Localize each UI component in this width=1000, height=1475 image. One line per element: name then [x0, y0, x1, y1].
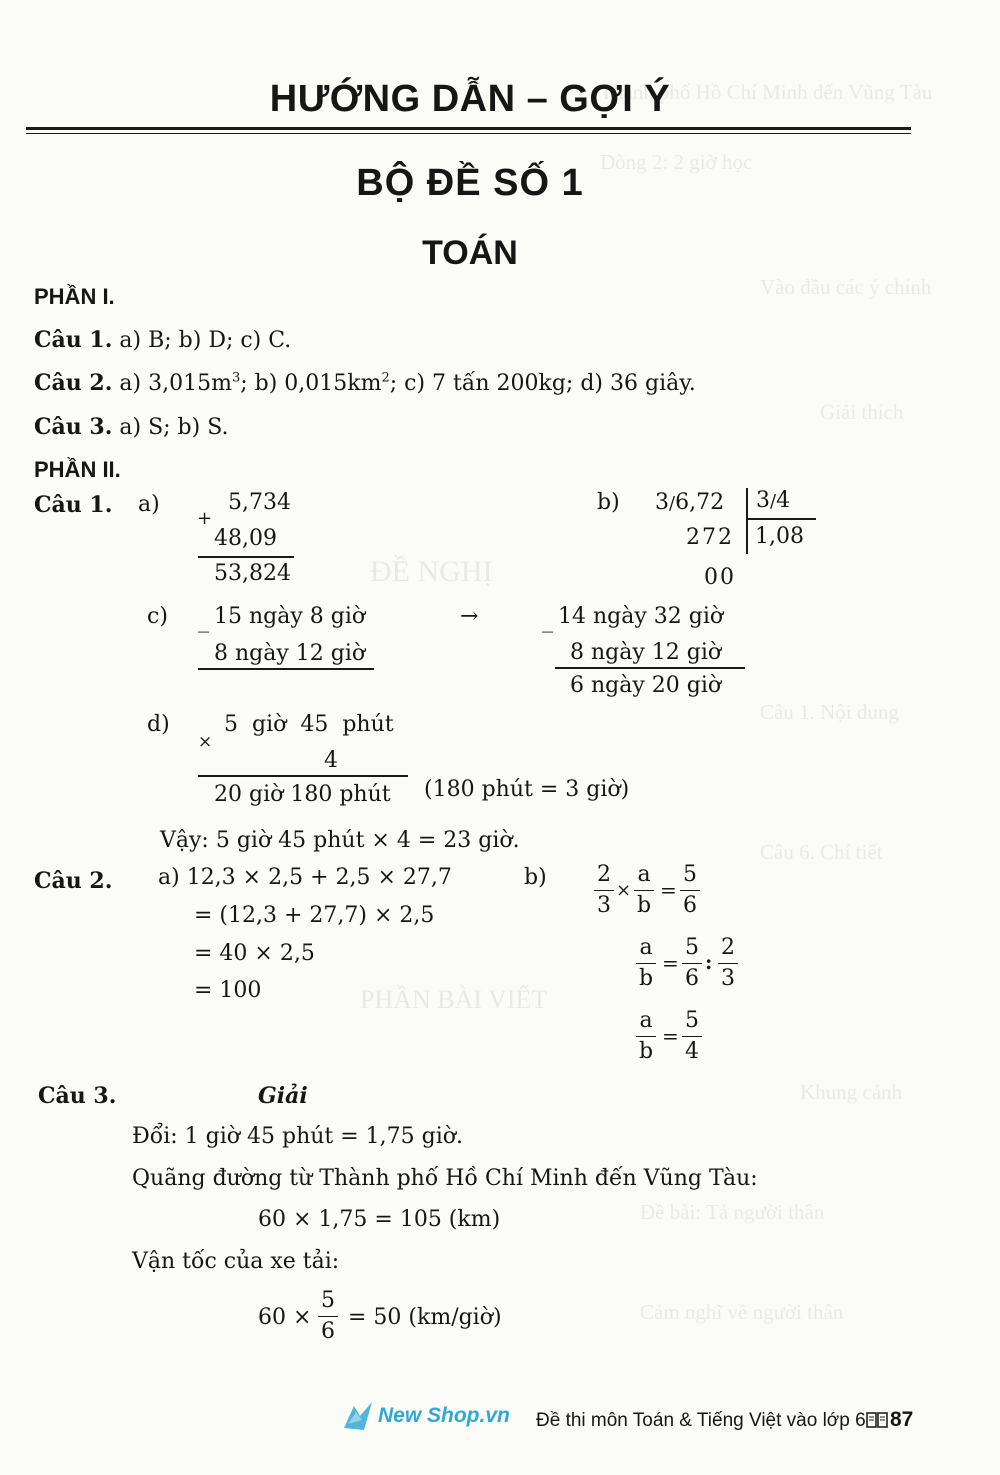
- subtrahend: 8 ngày 12 giờ: [570, 640, 722, 665]
- fraction: [636, 935, 656, 992]
- equals-sign: =: [662, 951, 679, 975]
- show-through-text: PHẦN BÀI VIẾT: [360, 985, 548, 1014]
- exponent: 2: [381, 370, 390, 386]
- fraction: [682, 935, 702, 992]
- subpart-label: c): [147, 604, 168, 629]
- divisor: [756, 488, 790, 513]
- solution-line: = 50 (km/giờ): [348, 1305, 502, 1330]
- fraction-bar: [682, 963, 702, 964]
- dividend-part: 6,72: [675, 490, 725, 515]
- fraction-bar: [594, 890, 614, 891]
- calc-line: = 100: [194, 978, 262, 1003]
- footer-book-title: Đề thi môn Toán & Tiếng Việt vào lớp 6: [536, 1410, 866, 1431]
- exponent: 3: [231, 370, 241, 386]
- fraction-bar: [634, 890, 654, 891]
- fraction-bar: [682, 1036, 702, 1037]
- answer-text: ; b) 0,015km: [240, 371, 382, 396]
- denominator: 6: [683, 893, 697, 918]
- part1-q3: [34, 414, 229, 440]
- decimal-shift-mark: /: [770, 491, 777, 512]
- subpart-label: a): [138, 492, 160, 517]
- decimal-shift-mark: /: [669, 493, 676, 514]
- division-bar-horizontal: [746, 518, 816, 520]
- denominator: 6: [685, 966, 699, 991]
- answer-text: a) B; b) D; c) C.: [119, 328, 292, 353]
- newshop-logo-icon: [342, 1400, 376, 1436]
- product-result: 20 giờ 180 phút: [214, 782, 391, 807]
- sum-line: [198, 556, 294, 558]
- numerator: 2: [597, 862, 611, 887]
- divisor-part: 4: [776, 488, 791, 513]
- question-label: Câu 2.: [34, 370, 113, 396]
- numerator: 5: [685, 1008, 699, 1033]
- show-through-text: Khung cảnh: [800, 1080, 903, 1104]
- newshop-logo-text: New Shop.vn: [378, 1404, 510, 1427]
- addend-1: 5,734: [228, 490, 291, 515]
- remainder-2: 00: [704, 565, 736, 590]
- denominator: 4: [685, 1039, 699, 1064]
- product-line: [198, 775, 408, 777]
- remainder-1: 272: [686, 525, 734, 550]
- times-sign: ×: [616, 880, 632, 901]
- show-through-text: Dòng 2: 2 giờ học: [600, 150, 753, 174]
- part2-heading: PHẦN II.: [34, 457, 121, 482]
- subject-title: TOÁN: [422, 234, 518, 272]
- calc-line: = (12,3 + 27,7) × 2,5: [194, 903, 435, 928]
- denominator: 6: [321, 1319, 335, 1344]
- fraction-bar: [718, 963, 738, 964]
- equals-sign: =: [660, 878, 677, 902]
- question-label: Câu 3.: [38, 1083, 117, 1109]
- numerator: 5: [685, 935, 699, 960]
- show-through-text: ĐỀ NGHỊ: [370, 555, 493, 588]
- fraction-bar: [318, 1316, 338, 1317]
- numerator: a: [637, 862, 651, 887]
- numerator: 5: [321, 1288, 335, 1313]
- answer-text: a) S; b) S.: [119, 415, 229, 440]
- fraction-bar: [680, 890, 700, 891]
- difference-line: [555, 667, 745, 669]
- numerator: a: [639, 935, 653, 960]
- solution-line: Vận tốc của xe tải:: [132, 1249, 340, 1274]
- show-through-text: Cảm nghĩ về người thân: [640, 1300, 844, 1324]
- multiplier: 4: [324, 748, 338, 773]
- page-number: 87: [890, 1408, 914, 1431]
- divide-sign: :: [705, 950, 713, 974]
- minus-sign: _: [542, 608, 553, 633]
- fraction: [636, 1008, 656, 1065]
- question-label: Câu 1.: [34, 327, 113, 353]
- division-bar-vertical: [746, 488, 748, 554]
- subpart-label: d): [147, 712, 170, 737]
- multiplicand: 5 giờ 45 phút: [224, 712, 394, 737]
- subtrahend: 8 ngày 12 giờ: [214, 641, 366, 666]
- fraction: [680, 862, 700, 919]
- denominator: 3: [597, 893, 611, 918]
- calc-line: = 40 × 2,5: [194, 941, 315, 966]
- solution-line: Quãng đường từ Thành phố Hồ Chí Minh đến Vũng Tàu:: [132, 1166, 758, 1191]
- fraction: [682, 1008, 702, 1065]
- question-label: Câu 2.: [34, 868, 113, 894]
- fraction: [318, 1288, 338, 1345]
- solution-heading: Giải: [258, 1083, 308, 1109]
- equals-sign: =: [662, 1024, 679, 1048]
- part1-q2: [34, 370, 696, 396]
- fraction-bar: [636, 1036, 656, 1037]
- solution-line: 60 ×: [258, 1305, 312, 1330]
- show-through-text: Câu 1. Nội dung: [760, 700, 899, 724]
- fraction: [594, 862, 614, 919]
- fraction-bar: [636, 963, 656, 964]
- answer-text: a) 3,015m: [119, 371, 232, 396]
- denominator: b: [638, 1039, 654, 1064]
- show-through-text: Giải thích: [820, 400, 904, 424]
- page-title: HƯỚNG DẪN – GỢI Ý: [269, 78, 671, 120]
- minuend-converted: 14 ngày 32 giờ: [558, 604, 724, 629]
- conversion-note: (180 phút = 3 giờ): [424, 777, 630, 802]
- fraction: [718, 935, 738, 992]
- title-rule: [26, 127, 911, 130]
- show-through-text: Đề bài: Tả người thân: [640, 1200, 825, 1224]
- fraction: [634, 862, 654, 919]
- numerator: 5: [683, 862, 697, 887]
- show-through-text: Vào đầu các ý chính: [760, 275, 932, 299]
- addend-2: 48,09: [214, 526, 277, 551]
- arrow-icon: →: [460, 604, 479, 629]
- denominator: 3: [721, 966, 735, 991]
- answer-text: ; c) 7 tấn 200kg; d) 36 giây.: [389, 371, 696, 396]
- subpart-label: b): [597, 490, 620, 515]
- show-through-text: Câu 6. Chí tiết: [760, 840, 883, 864]
- question-label: Câu 3.: [34, 414, 113, 440]
- part1-q1: [34, 327, 291, 353]
- difference-result: 6 ngày 20 giờ: [570, 673, 722, 698]
- question-label: Câu 1.: [34, 492, 113, 518]
- solution-line: Đổi: 1 giờ 45 phút = 1,75 giờ.: [132, 1124, 464, 1149]
- numerator: 2: [721, 935, 735, 960]
- book-icon: [866, 1410, 888, 1434]
- dividend: [655, 490, 724, 515]
- quotient: 1,08: [755, 524, 804, 549]
- denominator: b: [638, 966, 654, 991]
- sum-result: 53,824: [214, 561, 291, 586]
- dividend-part: 3: [655, 490, 669, 515]
- divisor-part: 3: [756, 488, 770, 513]
- minus-sign: _: [198, 608, 209, 633]
- conclusion-text: Vậy: 5 giờ 45 phút × 4 = 23 giờ.: [160, 828, 520, 853]
- plus-sign: +: [197, 508, 213, 529]
- section-title: BỘ ĐỀ SỐ 1: [356, 162, 584, 204]
- minuend: 15 ngày 8 giờ: [214, 604, 366, 629]
- part1-heading: PHẦN I.: [34, 284, 115, 309]
- difference-line: [198, 668, 374, 670]
- show-through-text: Thành phố Hồ Chí Minh đến Vũng Tàu: [600, 80, 933, 104]
- subpart-label: b): [524, 865, 547, 890]
- numerator: a: [639, 1008, 653, 1033]
- title-rule-thin: [26, 133, 911, 134]
- solution-line: 60 × 1,75 = 105 (km): [258, 1207, 501, 1232]
- denominator: b: [636, 893, 652, 918]
- calc-line: a) 12,3 × 2,5 + 2,5 × 27,7: [158, 865, 452, 890]
- times-sign: ×: [198, 732, 213, 752]
